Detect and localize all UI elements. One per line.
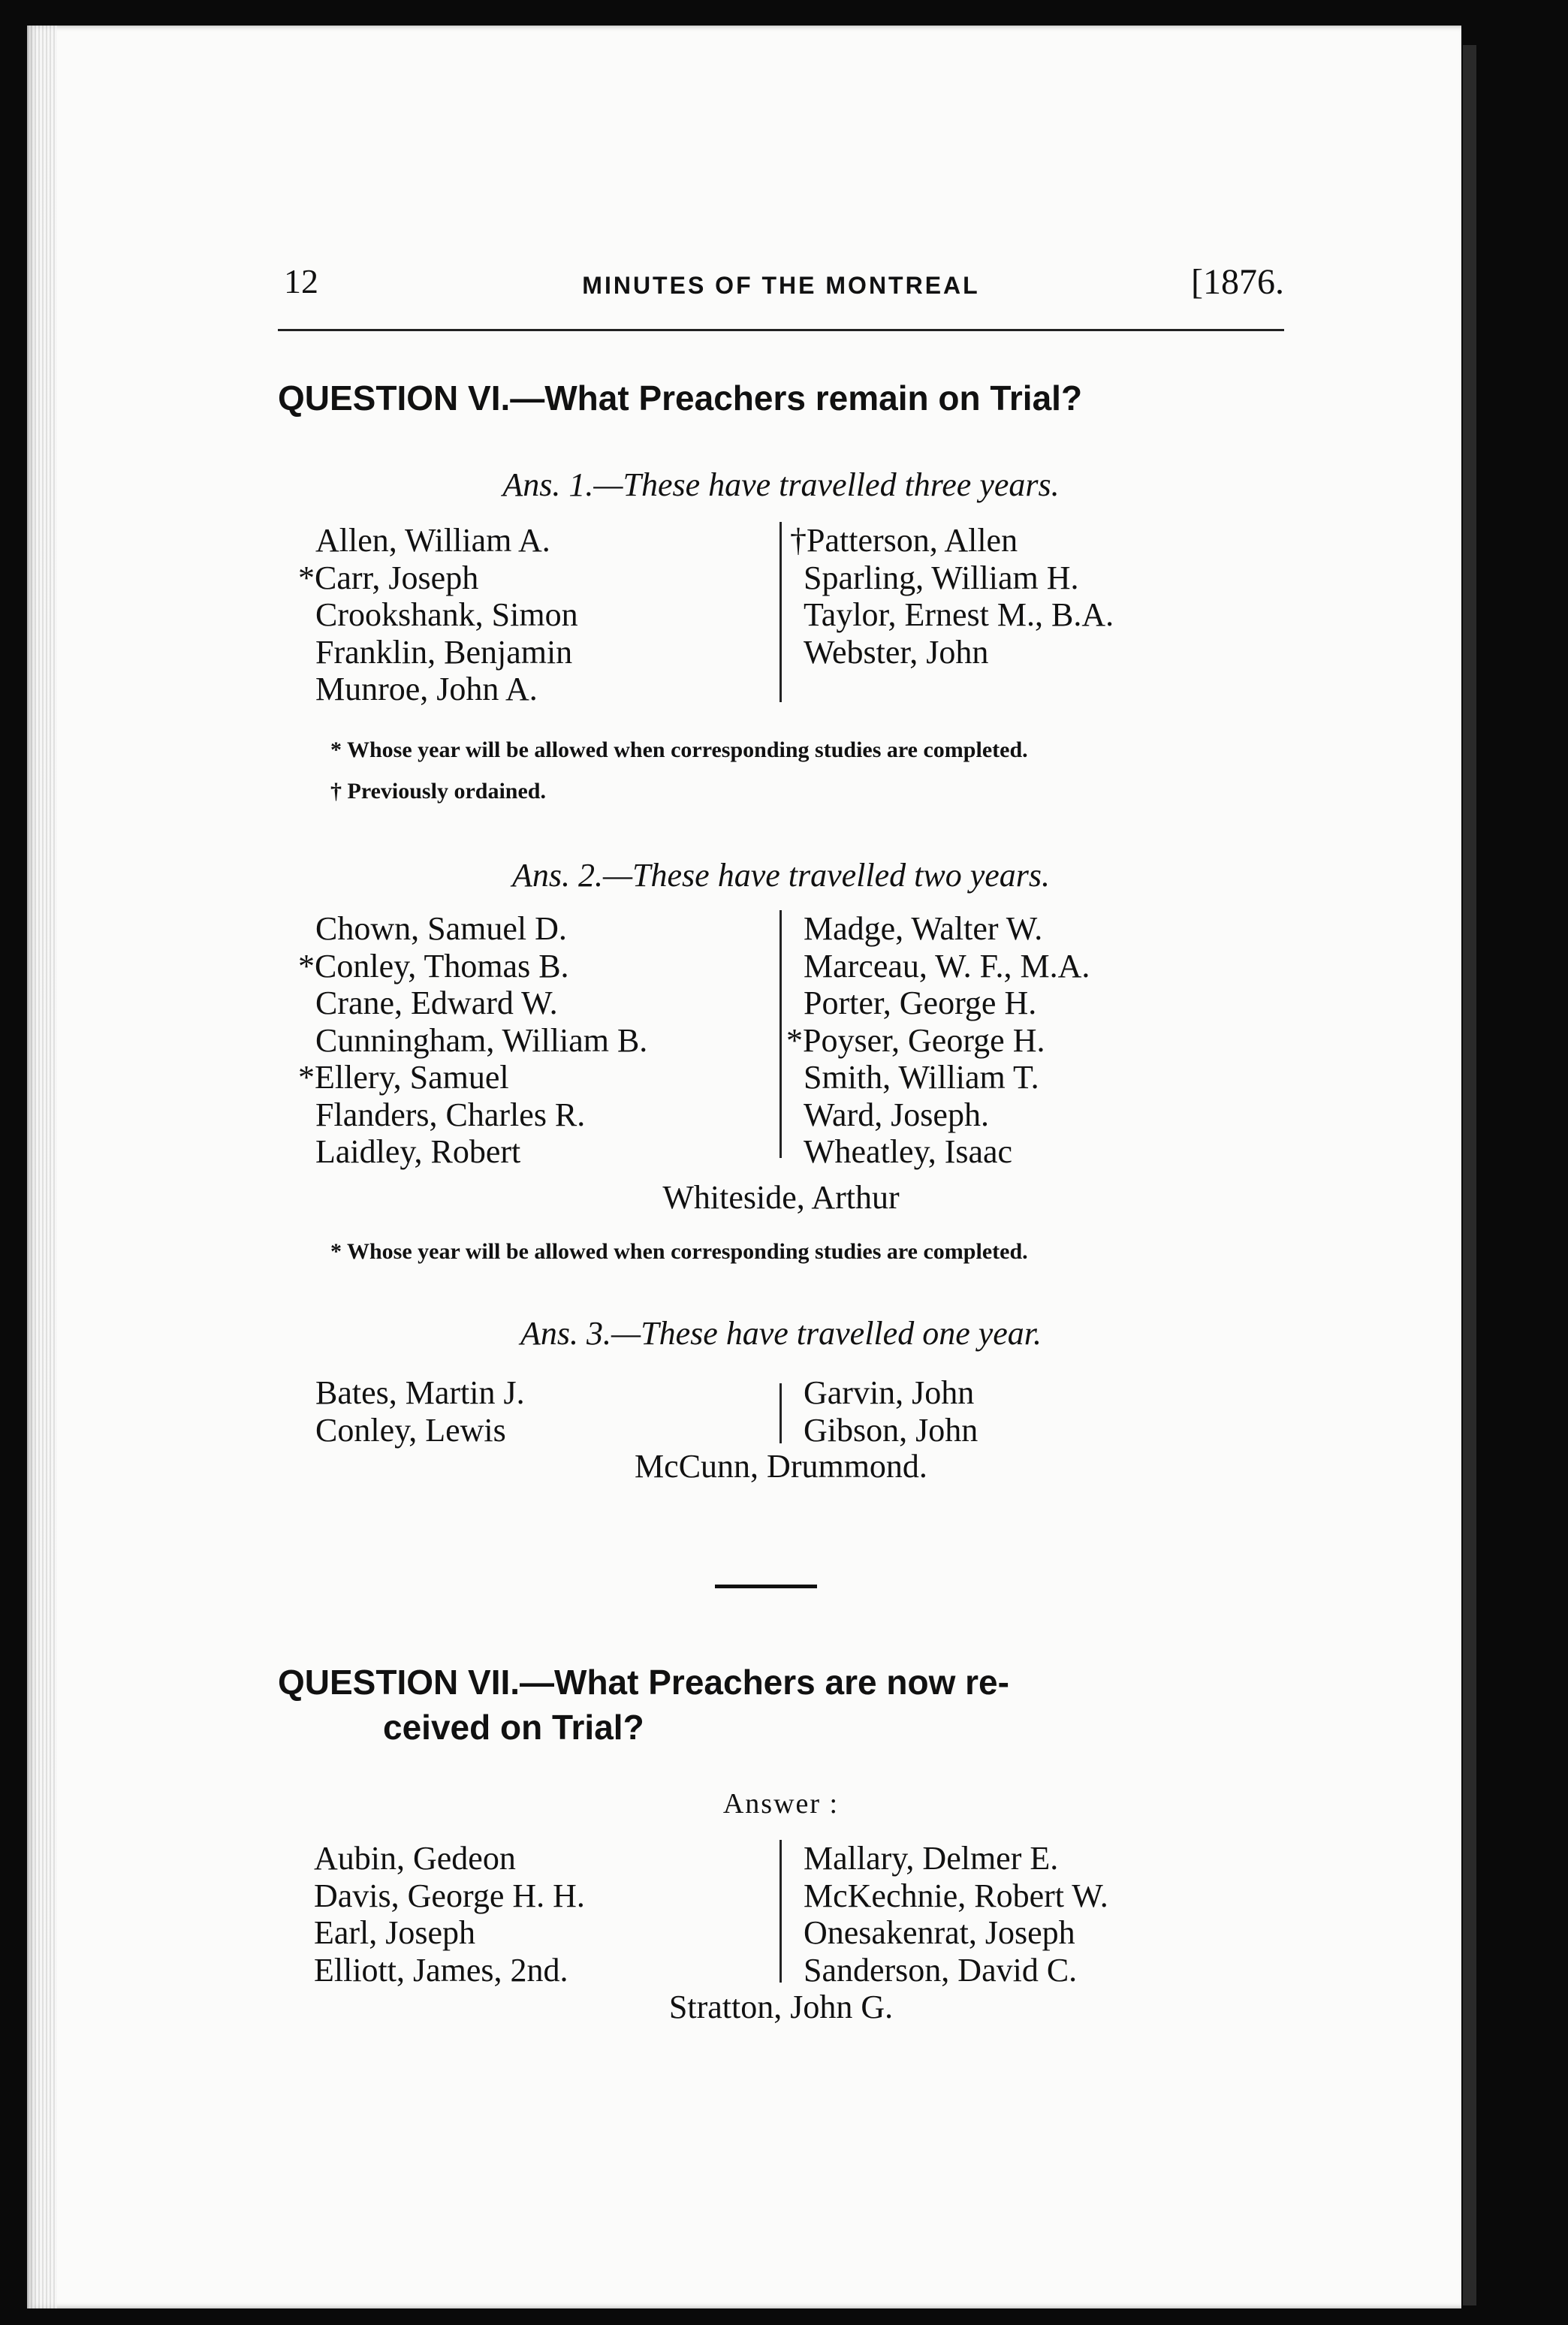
answer-3-left-column [278,1374,743,1449]
list-item: *Carr, Joseph [298,559,479,596]
footnote: * Whose year will be allowed when corresponding studies are completed. [330,1239,1028,1264]
list-item: *Ellery, Samuel [298,1059,509,1096]
list-item: Crane, Edward W. [315,985,558,1021]
column-divider [779,1383,782,1443]
list-item: †Patterson, Allen [790,522,1018,559]
running-title: MINUTES OF THE MONTREAL [582,272,980,299]
book-spine [1463,45,1476,2305]
list-item: Crookshank, Simon [315,596,578,633]
question-7-heading-line2: ceived on Trial? [383,1708,644,1747]
list-item: Flanders, Charles R. [315,1096,586,1133]
answer-7-left-column [278,1840,743,1989]
answer-1-left-column [278,522,743,708]
list-item: *Conley, Thomas B. [298,947,569,985]
footnote: † Previously ordained. [330,779,546,804]
question-6-heading: QUESTION VI.—What Preachers remain on Trial? [278,378,1083,418]
answer-1-right-column [790,522,1284,671]
centered-name: Stratton, John G. [668,1989,894,2025]
page-number: 12 [284,262,318,300]
question-7-heading [278,1660,1284,1750]
list-item: Ward, Joseph. [804,1096,989,1133]
list-item: Conley, Lewis [315,1411,506,1449]
answer-3-right-column [804,1374,1284,1449]
answer-2-label: Ans. 2.—These have travelled two years. [511,857,1051,894]
list-item: *Poyser, George H. [786,1021,1045,1059]
column-divider [779,910,782,1158]
list-item: Elliott, James, 2nd. [314,1951,568,1989]
column-divider [779,522,782,702]
list-item: Earl, Joseph [314,1914,476,1951]
list-item: Cunningham, William B. [315,1021,648,1059]
list-item: Madge, Walter W. [804,910,1043,947]
centered-name: Whiteside, Arthur [662,1179,900,1216]
answer-3-columns [278,1374,1284,1457]
list-item: Davis, George H. H. [314,1877,585,1914]
answer-2-columns [278,910,1284,1173]
list-item: Bates, Martin J. [315,1374,525,1411]
footnote: * Whose year will be allowed when corresponding studies are completed. [330,737,1028,762]
list-item: McKechnie, Robert W. [804,1877,1108,1914]
list-item: Aubin, Gedeon [314,1840,516,1877]
running-year: [1876. [1191,262,1284,302]
list-item: Laidley, Robert [315,1133,521,1170]
running-head [278,255,1284,315]
section-separator [715,1585,817,1588]
centered-name: McCunn, Drummond. [635,1448,927,1485]
list-item: Allen, William A. [315,522,550,559]
list-item: Taylor, Ernest M., B.A. [804,596,1114,633]
list-item: Wheatley, Isaac [804,1133,1013,1170]
page-edge [27,26,57,2308]
list-item: Franklin, Benjamin [315,633,573,671]
list-item: Sanderson, David C. [804,1951,1078,1989]
answer-1-label: Ans. 1.—These have travelled three years. [502,466,1060,503]
header-rule [278,329,1284,331]
answer-7-columns [278,1840,1284,1998]
list-item: Smith, William T. [804,1059,1039,1096]
list-item: Onesakenrat, Joseph [804,1914,1075,1951]
answer-label: Answer : [722,1788,840,1820]
question-7-heading-line1: QUESTION VII.—What Preachers are now re- [278,1663,1009,1702]
list-item: Porter, George H. [804,985,1037,1021]
column-divider [779,1840,782,1983]
list-item: Munroe, John A. [315,671,538,707]
list-item: Chown, Samuel D. [315,910,567,947]
list-item: Marceau, W. F., M.A. [804,947,1090,985]
answer-7-right-column [804,1840,1284,1989]
list-item: Webster, John [804,633,989,671]
list-item: Sparling, William H. [804,559,1079,596]
answer-2-right-column [786,910,1284,1171]
answer-1-columns [278,522,1284,710]
list-item: Gibson, John [804,1411,978,1449]
answer-2-left-column [278,910,743,1171]
answer-3-label: Ans. 3.—These have travelled one year. [520,1315,1042,1352]
list-item: Garvin, John [804,1374,975,1411]
list-item: Mallary, Delmer E. [804,1840,1059,1877]
